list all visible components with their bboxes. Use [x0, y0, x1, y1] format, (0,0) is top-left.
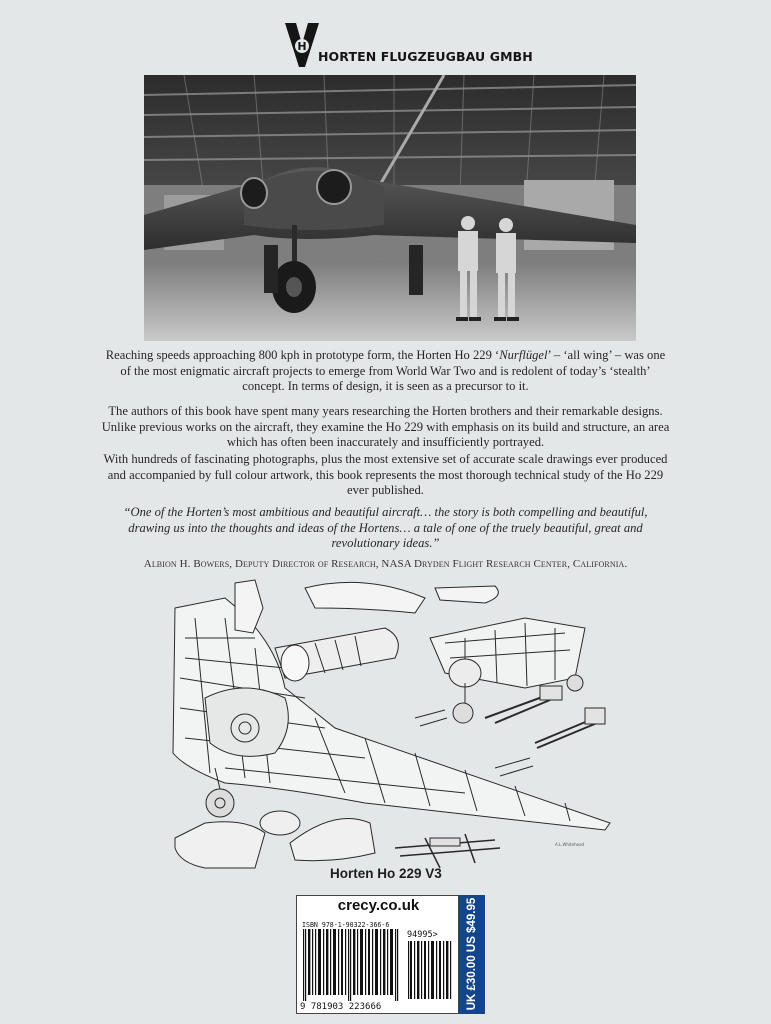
- blurb-paragraph-3: With hundreds of fascinating photographs, plus the most extensive set of accurate scale drawings ever produced and accompanied by full colour artwork, this book represents the most thorough technical study of the Ho 229 ever published.: [103, 452, 668, 498]
- review-quote: “One of the Horten’s most ambitious and beautiful aircraft… the story is both compelling and beautiful, drawing us into the thoughts and ideas of the Hortens… a tale of one of the truely beautiful, great and revolutionary ideas.”: [123, 505, 648, 551]
- publisher-logo: [282, 22, 533, 68]
- price-band: [459, 895, 485, 1014]
- price-addon-digits: 94995>: [407, 930, 438, 940]
- addon-barcode-icon: [407, 941, 453, 999]
- isbn-text: ISBN 978-1-90322-366-6: [302, 921, 390, 929]
- publisher-name: HORTEN FLUGZEUGBAU GMBH: [318, 49, 533, 64]
- drawing-caption: Horten Ho 229 V3: [330, 866, 442, 881]
- quote-attribution: Albion H. Bowers, Deputy Director of Research, NASA Dryden Flight Research Center, California.: [143, 558, 628, 570]
- website-label: crecy.co.uk: [337, 897, 420, 914]
- drawing-signature: A.L.Whitehead: [555, 842, 585, 847]
- price-label: UK £30.00 US $49.95: [466, 897, 478, 1011]
- blurb-paragraph-1: Reaching speeds approaching 800 kph in prototype form, the Horten Ho 229 ‘Nurflügel’ – ‘all wing’ – was one of the most enigmatic aircraft projects to emerge from World War Two and is redolent of today’s ‘stealth’ concept. In terms of design, it is seen as a precursor to it.: [105, 348, 666, 394]
- ean-digits: 9 781903 223666: [300, 1002, 382, 1012]
- exploded-view-drawing: [165, 578, 620, 870]
- barcode-box: [296, 895, 459, 1014]
- hangar-photo: [144, 75, 636, 341]
- horten-logo-icon: [282, 22, 322, 68]
- blurb-paragraph-2: The authors of this book have spent many years researching the Horten brothers and their remarkable designs. Unlike previous works on the aircraft, they examine the Ho 229 with emphasis on its build and structure, an area which has often been inaccurately and insufficiently portrayed.: [101, 404, 670, 450]
- logo-letter: H: [297, 40, 307, 53]
- ean-barcode-icon: [301, 929, 405, 1001]
